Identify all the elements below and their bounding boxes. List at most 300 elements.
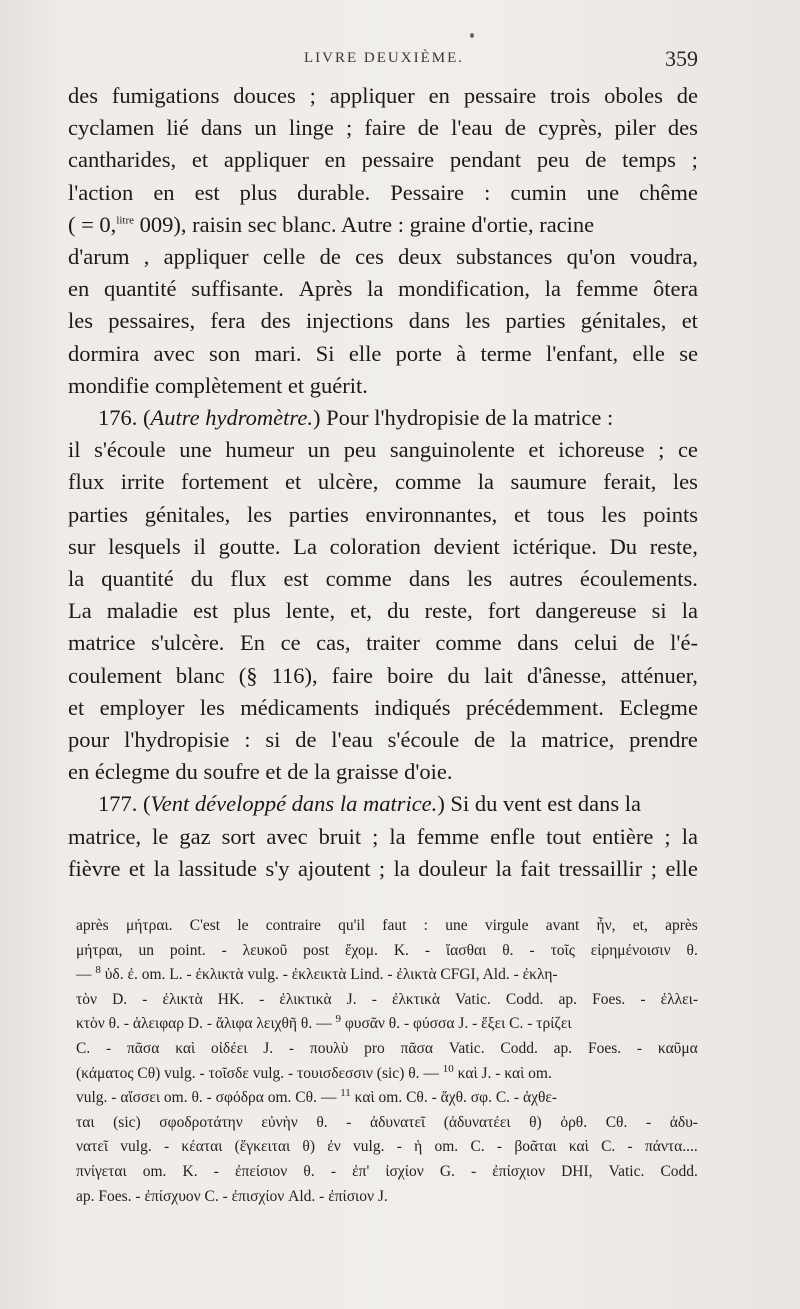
word: appliquer (329, 83, 415, 108)
word: νατεῖ (76, 1138, 109, 1156)
word: l'é- (670, 630, 698, 656)
word: ἐπείσιον (235, 1162, 288, 1180)
text-line (68, 273, 698, 305)
word: le (237, 917, 249, 934)
word: faire (331, 662, 373, 688)
word: et (191, 147, 209, 173)
page-number: 359 (665, 46, 698, 71)
word: goutte. (218, 533, 281, 559)
word: environnantes, (365, 501, 498, 527)
word: en (68, 276, 90, 302)
word: - (396, 1138, 402, 1156)
word: ichoreuse (558, 437, 645, 463)
word: θ. (686, 941, 698, 959)
word: et (528, 437, 545, 463)
word: cyprès, (538, 115, 603, 141)
word: θ. (303, 1162, 315, 1180)
word: θ. (502, 941, 514, 959)
word: la (477, 469, 494, 495)
word: blanc (175, 662, 225, 688)
text-line (68, 434, 698, 466)
word: traiter (366, 630, 420, 656)
word: vulg. (353, 1138, 385, 1156)
word: bruit (318, 823, 362, 849)
word: Codd. (505, 990, 544, 1008)
text-line (68, 112, 698, 144)
word: ; (691, 147, 698, 173)
note-word: — $^8$ ὑδ. ἐ. om. L. - ἐκλικτὰ vulg. - ἐκλεικτὰ Lind. - ἐλικτὰ CFGI, Ald. - ἐκλη- (76, 964, 558, 984)
word: - (330, 1162, 337, 1180)
word: la (510, 727, 527, 753)
note-line (76, 1111, 698, 1136)
text-line (68, 305, 698, 337)
word: τοῖς (550, 941, 575, 959)
word: après (76, 917, 109, 934)
word: indiqués (374, 694, 451, 720)
word: ἦν, (596, 917, 616, 934)
word: à (456, 340, 467, 366)
word: C'est (189, 917, 221, 934)
word: ἰσχίον (385, 1162, 424, 1180)
word: cumin (510, 179, 567, 205)
text-line (68, 144, 698, 176)
unit-superscript: litre (116, 214, 135, 227)
word: point. (169, 941, 206, 959)
word: Cθ. (605, 1113, 628, 1131)
word: d'arum (68, 244, 130, 270)
word: - (636, 1039, 643, 1057)
word: : (484, 179, 491, 205)
word: temps (622, 147, 676, 173)
word: appliquer (223, 147, 309, 173)
word: C. (470, 1138, 485, 1156)
note-word: vulg. - αἴσσει om. θ. - σφόδρα om. Cθ. — $^{11}$ καὶ om. Cθ. - ἄχθ. σφ. C. - ἀχθε- (76, 1087, 558, 1107)
word: - (259, 990, 265, 1008)
word: - (496, 1138, 503, 1156)
note-word: κτὸν θ. - ἀλειφαρ D. - ἄλιφα λειχθῆ θ. — $^9$ φυσᾶν θ. - φύσσα J. - ἔξει C. - τρίζει (76, 1013, 572, 1033)
word: en (428, 83, 450, 108)
note-line (76, 1160, 698, 1185)
word: terme (480, 340, 532, 366)
text-line (68, 627, 698, 659)
word: dans (200, 115, 243, 141)
word: - (627, 1138, 633, 1156)
word: Pessaire (390, 179, 465, 205)
word: injections (305, 308, 394, 334)
word: comme (394, 469, 462, 495)
word: la (68, 566, 85, 592)
text-line (68, 595, 698, 627)
word: se (679, 340, 698, 366)
word: enfle (490, 823, 536, 849)
word: ἐλικτικὰ (279, 990, 332, 1008)
text-line (68, 756, 698, 788)
word: ἴασθαι (445, 941, 487, 959)
word: avec (153, 340, 195, 366)
word: maladie (106, 598, 179, 624)
word: la (544, 276, 562, 302)
word: femme (575, 276, 639, 302)
word: si (651, 598, 667, 624)
word: μήτραι. (125, 917, 173, 934)
word: καὶ (175, 1039, 196, 1057)
word: Foes. (592, 990, 626, 1008)
word: πᾶσα (126, 1039, 160, 1057)
word: linge (288, 115, 334, 141)
word: des (667, 115, 698, 141)
word: G. (439, 1162, 455, 1180)
word: avec (266, 823, 308, 849)
word: dans (408, 308, 450, 334)
word: om. (142, 1162, 167, 1180)
section-heading-177 (68, 788, 698, 820)
note-line (76, 1185, 698, 1210)
word: dans (408, 566, 451, 592)
word: (§ (238, 662, 258, 688)
word: matrice, (541, 727, 615, 753)
word: pour (68, 727, 110, 753)
note-line (76, 1086, 698, 1111)
word: pessaires, (108, 308, 196, 334)
word: , (143, 244, 150, 270)
word: celui (574, 630, 618, 656)
word: ἔχομ. (344, 941, 378, 959)
word: points (642, 501, 698, 527)
word: pessaire (361, 147, 435, 173)
word: la (681, 823, 698, 849)
word: qu'on (566, 244, 616, 270)
word: εἰρημένοισιν (590, 941, 671, 959)
word: et (68, 694, 85, 720)
word: trois (550, 83, 591, 108)
word: plus (239, 179, 278, 205)
word: l'hydropisie (124, 727, 230, 753)
word: pro (364, 1039, 385, 1057)
word: et, (350, 598, 373, 624)
word: parties (288, 501, 349, 527)
word: atténuer, (620, 662, 698, 688)
word: oboles (604, 83, 663, 108)
word: mondification, (398, 276, 531, 302)
word: génitales, (144, 501, 231, 527)
word: et (681, 308, 698, 334)
word: ferait, (603, 469, 657, 495)
note-number: 8 (95, 964, 101, 977)
text-line (68, 499, 698, 531)
word: κέαται (181, 1138, 223, 1156)
word: εὐνὴν (261, 1113, 298, 1131)
word: matrice, (68, 823, 142, 849)
word: s'écoule (387, 727, 460, 753)
text-line (68, 209, 698, 241)
word: tressaillir (558, 855, 643, 881)
word: deux (398, 244, 442, 270)
text-word: mondifie complètement et guérit. (68, 372, 368, 398)
word: reste, (424, 598, 473, 624)
word: médicaments (240, 694, 359, 720)
word: autres (509, 566, 563, 592)
word: J. (263, 1039, 274, 1057)
word: voudra, (629, 244, 698, 270)
text-word: 177. (Vent développé dans la matrice.) Si du vent est dans la (98, 791, 642, 817)
word: C. (601, 1138, 616, 1156)
word: Du (609, 533, 638, 559)
word: τὸν (76, 990, 97, 1008)
word: quantité (101, 566, 174, 592)
word: saumure (510, 469, 587, 495)
word: des (260, 308, 291, 334)
section-title: Autre hydromètre. (150, 405, 313, 431)
word: cantharides, (68, 147, 177, 173)
word: les (199, 694, 225, 720)
word: en (153, 179, 175, 205)
word: ce (280, 630, 301, 656)
word: fait (520, 855, 551, 881)
word: l'eau (451, 115, 493, 141)
word: λευκοῦ (242, 941, 288, 959)
text-line (68, 821, 698, 853)
word: En (240, 630, 266, 656)
word: elle (665, 855, 698, 881)
word: (ἀδυνατέει (443, 1113, 511, 1131)
main-text (68, 80, 698, 885)
word: ἀδυνατεῖ (369, 1113, 426, 1131)
text-line (68, 853, 698, 885)
word: om. (434, 1138, 459, 1156)
word: elle (632, 340, 665, 366)
word: ὀρθ. (560, 1113, 588, 1131)
word: fera (210, 308, 246, 334)
word: une (179, 437, 212, 463)
word: ôtera (653, 276, 698, 302)
running-title: LIVRE DEUXIÈME. (304, 50, 464, 66)
text-line (68, 563, 698, 595)
word: ictérique. (512, 533, 597, 559)
word: les (465, 308, 491, 334)
word: durable. (297, 179, 371, 205)
word: οἰδέει (210, 1039, 248, 1057)
word: (sic) (113, 1113, 141, 1131)
word: Si (315, 340, 335, 366)
word: ; (650, 855, 657, 881)
word: πουλὺ (309, 1039, 349, 1057)
word: - (142, 990, 148, 1008)
word: - (106, 1039, 112, 1057)
word: la (367, 276, 384, 302)
word: un (254, 115, 277, 141)
word: fièvre (68, 855, 121, 881)
word: et (128, 855, 146, 881)
word: un (307, 437, 331, 463)
word: irrite (120, 469, 165, 495)
word: porte (395, 340, 442, 366)
note-number: 11 (340, 1087, 351, 1099)
word: pendant (449, 147, 522, 173)
text-line (68, 338, 698, 370)
word: les (68, 308, 93, 334)
word: elle (348, 340, 382, 366)
word: ap. (558, 990, 577, 1008)
word: post (303, 941, 330, 959)
word: substances (456, 244, 553, 270)
word: D. (112, 990, 128, 1008)
word: d'ânesse, (526, 662, 607, 688)
word: est (193, 598, 219, 624)
word: ; (664, 823, 671, 849)
note-line (76, 1037, 698, 1062)
word: - (371, 990, 377, 1008)
word: une (445, 917, 468, 934)
note-number: 9 (335, 1013, 341, 1026)
word: fort (487, 598, 521, 624)
note-line (76, 1062, 698, 1087)
word: un (138, 941, 154, 959)
word: - (424, 941, 431, 959)
word: la (393, 855, 410, 881)
text-line (68, 80, 698, 112)
word: Codd. (660, 1162, 698, 1180)
text-line (68, 177, 698, 209)
word: Vatic. (608, 1162, 645, 1180)
word: ulcère, (317, 469, 379, 495)
word: contraire (265, 917, 321, 934)
word: Eclegme (619, 694, 698, 720)
word: et (514, 501, 531, 527)
word: peu (343, 437, 377, 463)
word: celle (262, 244, 306, 270)
word: de (417, 115, 439, 141)
word: suffisante. (191, 276, 284, 302)
word: fortement (181, 469, 269, 495)
word: lassitude (178, 855, 258, 881)
word: douces (233, 83, 296, 108)
word: s'écoule (94, 437, 166, 463)
text-line (68, 531, 698, 563)
word: 116), (271, 662, 318, 688)
word: ἐν (327, 1138, 341, 1156)
word: lié (166, 115, 189, 141)
word: sort (221, 823, 256, 849)
note-word: ap. Foes. - ἐπίσχυον C. - ἐπισχίον Ald. - ἐπίσιον J. (76, 1187, 388, 1205)
word: - (288, 1039, 295, 1057)
word: gaz (179, 823, 211, 849)
word: ται (76, 1113, 95, 1131)
word: dans (517, 630, 559, 656)
word: ἐπ' (352, 1162, 370, 1180)
word: comme (435, 630, 502, 656)
word: πνίγεται (76, 1162, 127, 1180)
word: est (194, 179, 220, 205)
word: si (265, 727, 281, 753)
word: employer (99, 694, 185, 720)
word: ἀδυ- (669, 1113, 698, 1131)
word: son (209, 340, 241, 366)
footnotes (76, 914, 698, 1209)
word: θ) (529, 1113, 542, 1131)
word: parties (505, 308, 566, 334)
word: les (672, 469, 698, 495)
word: Après (298, 276, 353, 302)
word: la (681, 598, 698, 624)
word: HK. (217, 990, 245, 1008)
word: de (633, 630, 655, 656)
word: - (645, 1113, 652, 1131)
word: pessaire (463, 83, 537, 108)
word: ajoutent (297, 855, 371, 881)
word: entière (592, 823, 654, 849)
word: du (387, 598, 410, 624)
word: - (529, 941, 535, 959)
note-number: 10 (442, 1062, 454, 1075)
word: une (586, 179, 620, 205)
word: Codd. (500, 1039, 538, 1057)
word: coulement (68, 662, 162, 688)
word: faire (364, 115, 406, 141)
word: l'eau (331, 727, 373, 753)
word: coloration (329, 533, 421, 559)
word: La (68, 598, 92, 624)
note-line (76, 914, 698, 939)
word: Vatic. (448, 1039, 485, 1057)
note-line (76, 988, 698, 1013)
word: du (447, 662, 470, 688)
word: dangereuse (535, 598, 637, 624)
word: boire (387, 662, 434, 688)
word: génitales, (580, 308, 667, 334)
word: de (676, 83, 698, 108)
word: la (153, 855, 170, 881)
word: précédemment. (465, 694, 604, 720)
word: de (504, 115, 526, 141)
word: qu'il (338, 917, 366, 934)
word: flux (230, 566, 267, 592)
word: flux (68, 469, 105, 495)
word: en (324, 147, 346, 173)
word: ἐλικτὰ (162, 990, 203, 1008)
ink-speck (470, 33, 474, 38)
word: Foes. (587, 1039, 622, 1057)
text-line (68, 370, 698, 402)
word: s'y (265, 855, 290, 881)
word: cyclamen (68, 115, 155, 141)
page-header (68, 46, 698, 76)
word: les (467, 566, 493, 592)
word: chême (639, 179, 698, 205)
word: l'action (68, 179, 134, 205)
word: mari. (254, 340, 302, 366)
word: ἡ (414, 1138, 423, 1156)
word: ; (378, 855, 386, 881)
word: μήτραι, (76, 941, 123, 959)
word: sur (68, 533, 96, 559)
word: et (285, 469, 302, 495)
word: καὶ (568, 1138, 589, 1156)
word: l'enfant, (545, 340, 619, 366)
word: - (163, 1138, 170, 1156)
word: J. (346, 990, 357, 1008)
word: K. (182, 1162, 198, 1180)
word: après (665, 917, 698, 934)
word: prendre (629, 727, 698, 753)
word: humeur (225, 437, 295, 463)
word: DHI, (561, 1162, 593, 1180)
word: : (423, 917, 428, 934)
word: : (244, 727, 251, 753)
word: - (471, 1162, 477, 1180)
word: πᾶσα (400, 1039, 434, 1057)
word: du (190, 566, 214, 592)
word: ; (372, 823, 379, 849)
